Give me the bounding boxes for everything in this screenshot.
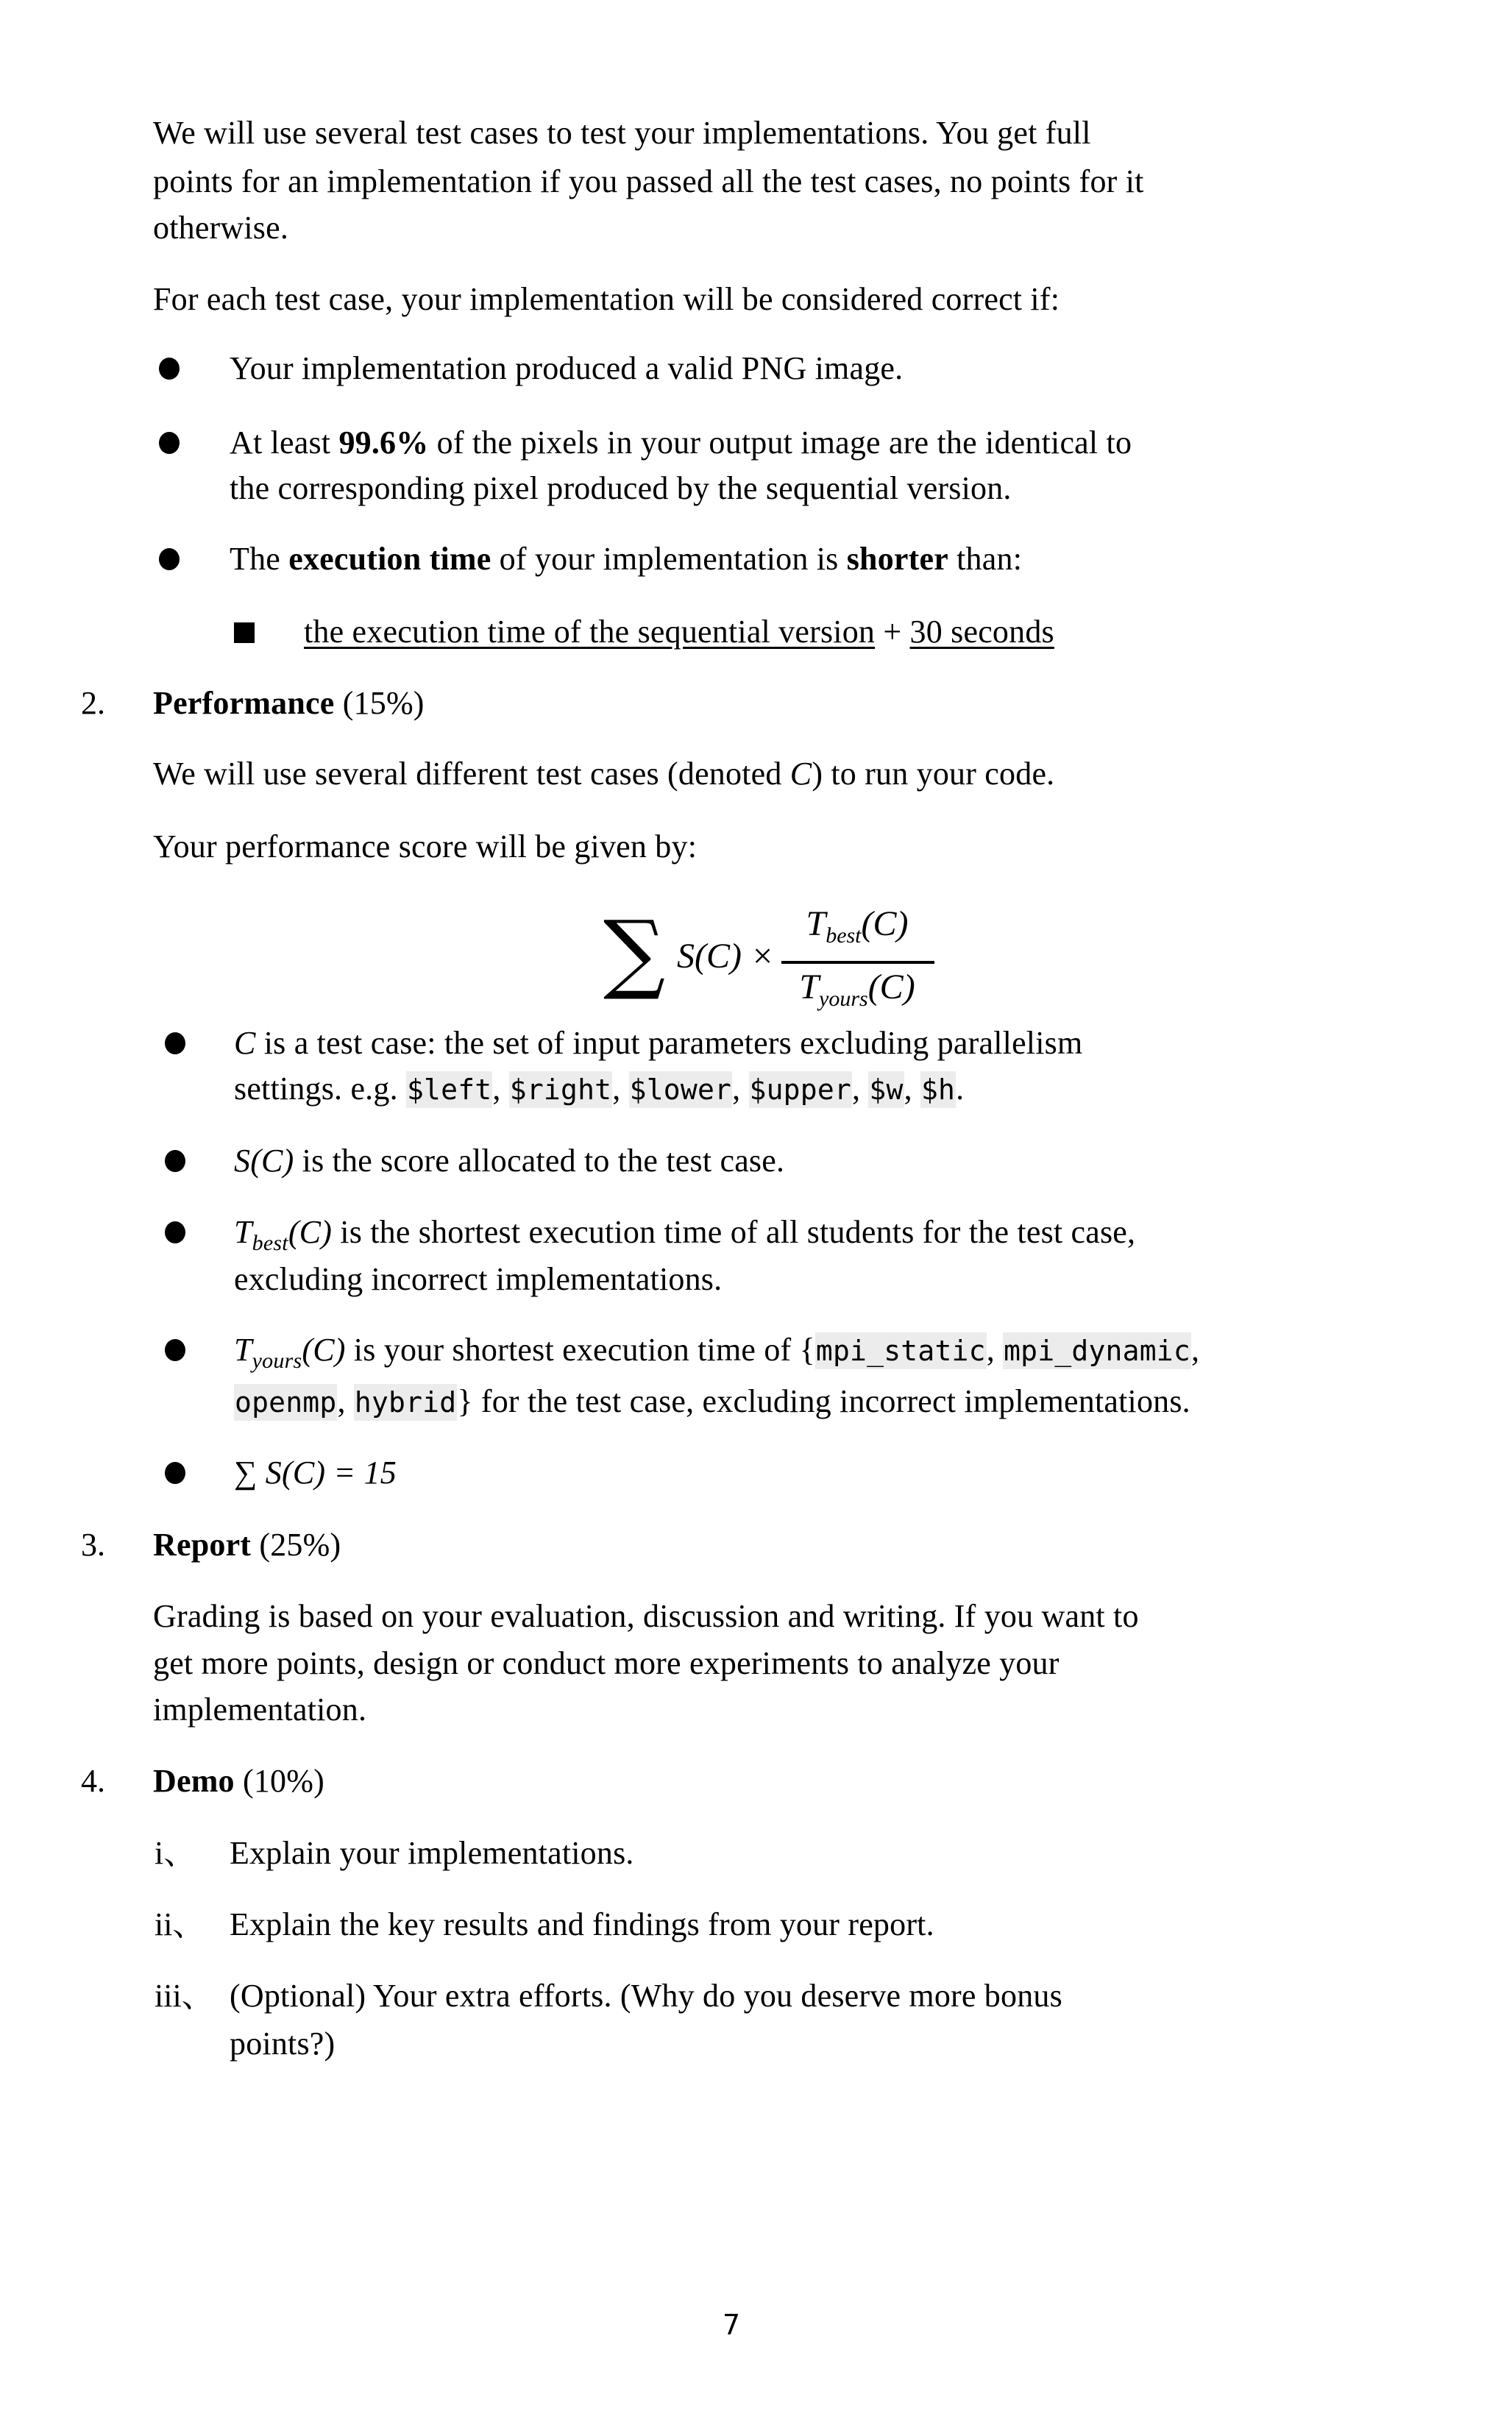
formula-term: S(C) ×: [677, 937, 775, 976]
text: At least: [230, 425, 339, 461]
text: of your implementation is: [491, 541, 847, 577]
formula-denominator: [780, 967, 934, 1012]
code-param: $left: [406, 1071, 492, 1108]
section-title-performance: [153, 681, 425, 725]
def-test-case: [234, 1021, 1082, 1065]
criterion-pixels-line2: the corresponding pixel produced by the sequential version.: [230, 470, 1012, 506]
demo-item-3-line2: points?): [230, 2026, 336, 2062]
bullet-icon: [165, 1032, 185, 1054]
def-tyours-line2: openmp, hybrid} for the test case, excluding incorrect implementations.: [235, 1383, 1190, 1419]
weight: (10%): [234, 1763, 324, 1799]
demo-item-2: Explain the key results and findings from your report.: [230, 1906, 934, 1942]
code-param: $upper: [749, 1071, 852, 1108]
variable: T: [234, 1332, 252, 1368]
text: is your shortest execution time of {: [345, 1332, 815, 1368]
text: ) to run your code.: [812, 756, 1055, 792]
def-tbest-line2: excluding incorrect implementations.: [234, 1261, 723, 1297]
bullet-icon: [165, 1339, 185, 1361]
criteria-intro: For each test case, your implementation will be considered correct if:: [153, 281, 1060, 317]
criterion-png: Your implementation produced a valid PNG image.: [230, 350, 904, 386]
subscript: yours: [252, 1349, 302, 1373]
roman-marker: i、: [155, 1835, 196, 1871]
variable: (C): [302, 1332, 346, 1368]
page-number: 7: [723, 2309, 741, 2341]
text: The: [230, 541, 289, 577]
emphasis: shorter: [846, 541, 948, 577]
bullet-icon: [165, 1150, 185, 1172]
code-param: $w: [868, 1071, 904, 1108]
section-number: 4.: [81, 1763, 105, 1799]
heading: Performance: [153, 685, 335, 721]
code-param: $lower: [629, 1071, 732, 1108]
criterion-time-limit: [304, 610, 1054, 654]
heading: Report: [153, 1527, 252, 1563]
text: of the pixels in your output image are the identical to: [428, 425, 1132, 461]
section-title-demo: [153, 1759, 324, 1803]
text: settings. e.g.: [234, 1071, 406, 1107]
text: is the shortest execution time of all students for the test case,: [332, 1214, 1136, 1250]
formula-numerator: [780, 904, 934, 948]
sigma-symbol: ∑: [603, 901, 666, 1003]
criterion-time: [230, 537, 1022, 581]
fraction-bar: [781, 961, 934, 964]
text: the execution time of the sequential version: [304, 614, 876, 650]
threshold-value: 99.6%: [338, 425, 429, 461]
score-formula: [603, 898, 942, 1015]
text: We will use several different test cases (denoted: [153, 756, 790, 792]
text: +: [875, 614, 910, 650]
heading: Demo: [153, 1763, 235, 1799]
bullet-icon: [159, 358, 180, 380]
text: 30 seconds: [909, 614, 1054, 650]
text: T: [806, 904, 826, 943]
performance-line-2: Your performance score will be given by:: [153, 828, 698, 865]
subscript: yours: [819, 987, 868, 1011]
subscript: best: [252, 1231, 288, 1255]
text: } for the test case, excluding incorrect implementations.: [457, 1383, 1190, 1419]
text: is the score allocated to the test case.: [294, 1143, 785, 1179]
weight: (15%): [334, 685, 425, 721]
section-title-report: [153, 1523, 341, 1567]
code-impl: hybrid: [354, 1384, 457, 1421]
intro-line-2: points for an implementation if you passed all the test cases, no points for it: [153, 163, 1144, 199]
demo-item-1: Explain your implementations.: [230, 1835, 634, 1871]
text: than:: [948, 541, 1023, 577]
intro-line-3: otherwise.: [153, 210, 289, 246]
bullet-icon: [165, 1462, 185, 1484]
def-score: [234, 1139, 784, 1183]
bullet-icon: [159, 548, 180, 570]
section-number: 2.: [81, 685, 105, 721]
code-impl: mpi_dynamic: [1003, 1332, 1191, 1369]
variable: S(C): [234, 1143, 294, 1179]
def-tyours: $T_{yours}(C)$ is your shortest execution time of {mpi_static, mpi_dynamic,: [234, 1332, 1200, 1373]
subscript: best: [826, 923, 862, 948]
variable: T: [234, 1214, 252, 1250]
intro-line-1: We will use several test cases to test your implementations. You get full: [153, 115, 1091, 151]
bullet-icon: [159, 432, 180, 454]
demo-item-3: (Optional) Your extra efforts. (Why do you deserve more bonus: [230, 1978, 1062, 2014]
text: (C): [867, 968, 915, 1007]
variable: C: [234, 1025, 256, 1061]
emphasis: execution time: [288, 541, 491, 577]
roman-marker: iii、: [155, 1978, 214, 2014]
code-impl: mpi_static: [815, 1332, 987, 1369]
code-impl: openmp: [234, 1384, 337, 1421]
text: T: [799, 968, 820, 1007]
criterion-pixels: [230, 421, 1132, 465]
report-line-2: get more points, design or conduct more experiments to analyze your: [153, 1645, 1060, 1681]
section-number: 3.: [81, 1527, 105, 1563]
performance-line-1: [153, 752, 1054, 796]
roman-marker: ii、: [155, 1906, 205, 1942]
report-line-3: implementation.: [153, 1691, 367, 1728]
text: is a test case: the set of input parameters excluding parallelism: [255, 1025, 1083, 1061]
score-sum: ∑ S(C) = 15: [234, 1455, 397, 1491]
bullet-icon: [165, 1221, 185, 1243]
def-test-case-line2: settings. e.g. $left, $right, $lower, $upper, $w, $h.: [234, 1071, 965, 1107]
code-param: $h: [920, 1071, 956, 1108]
variable: (C): [288, 1214, 333, 1250]
text: (C): [861, 904, 909, 943]
report-line-1: Grading is based on your evaluation, discussion and writing. If you want to: [153, 1598, 1139, 1634]
variable: C: [789, 756, 812, 792]
code-param: $right: [509, 1071, 612, 1108]
square-bullet-icon: [234, 622, 255, 643]
weight: (25%): [251, 1527, 341, 1563]
